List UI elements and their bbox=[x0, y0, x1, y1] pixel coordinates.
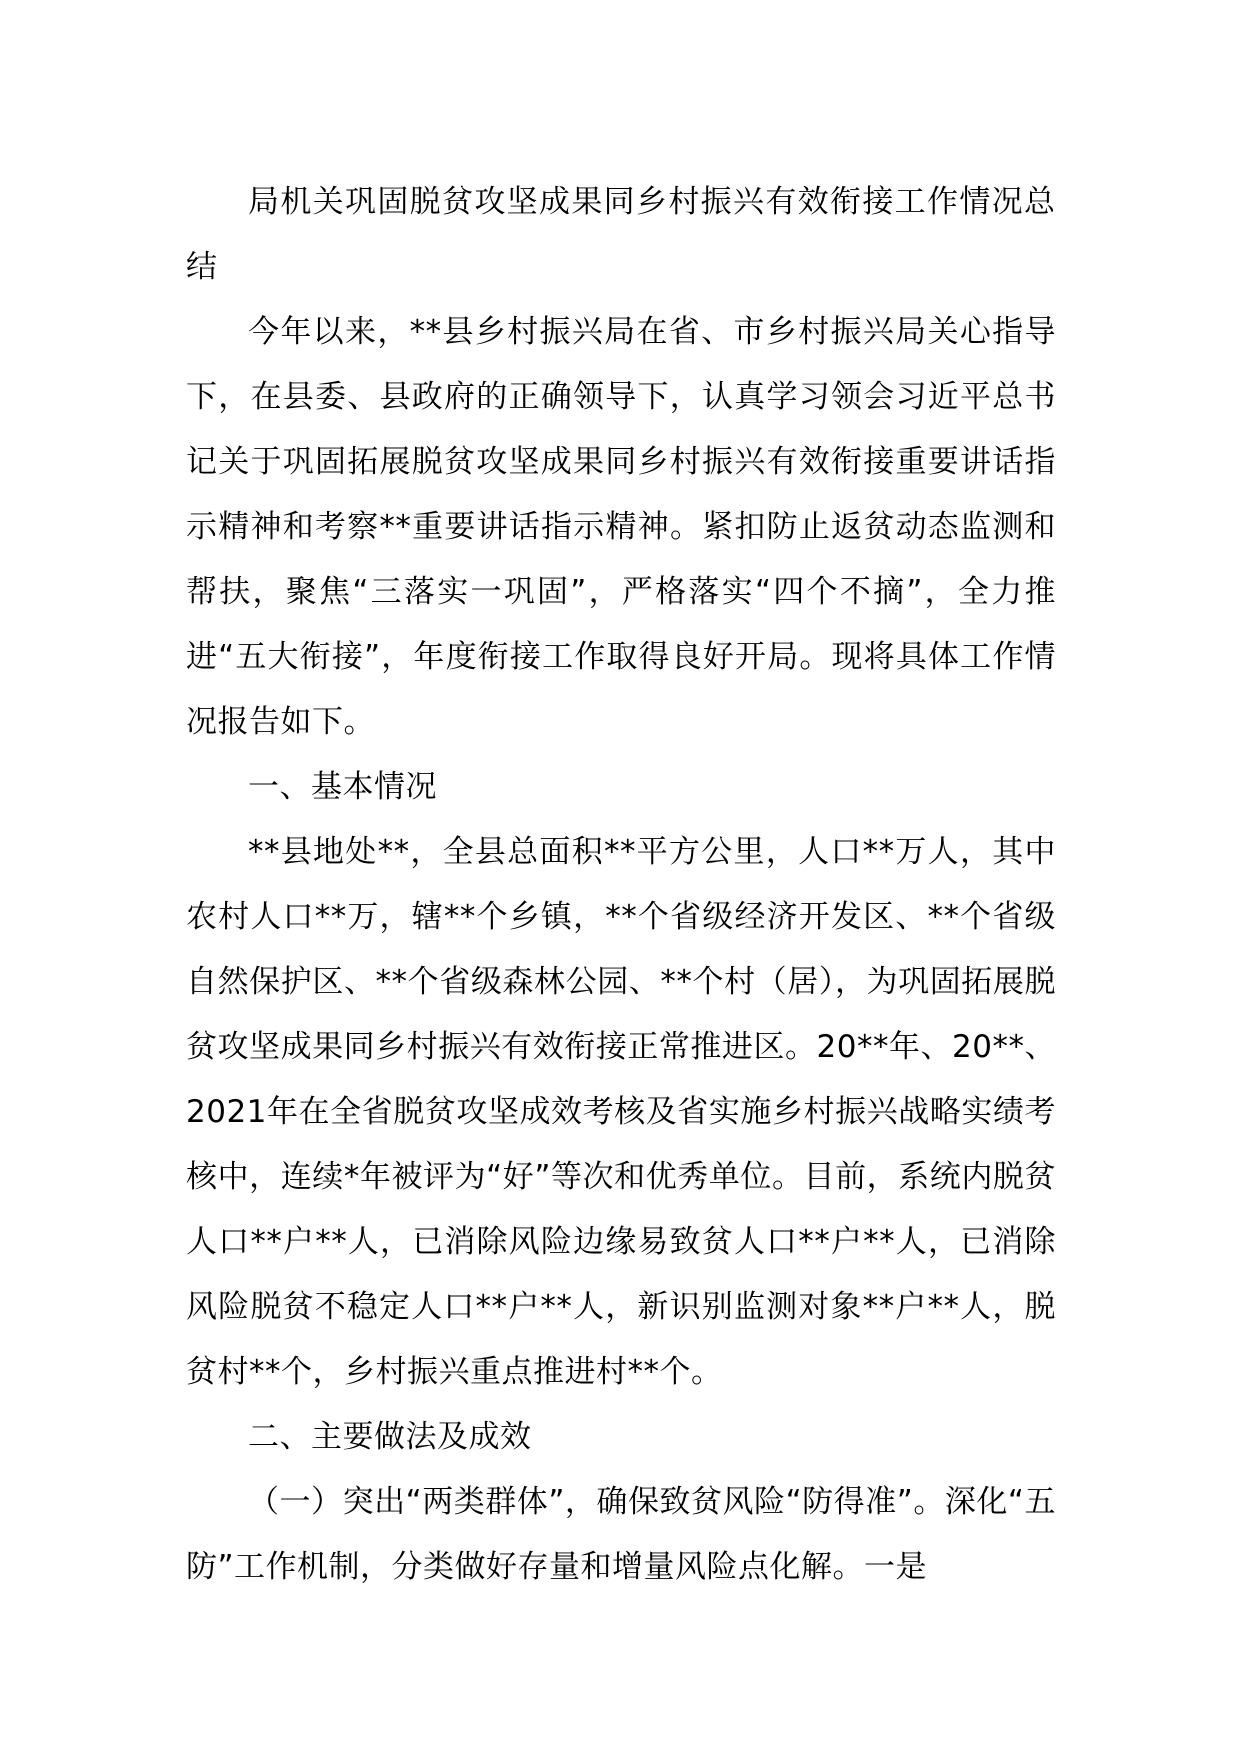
basic-situation-paragraph: **县地处**，全县总面积**平方公里，人口**万人，其中农村人口**万，辖**个乡镇，**个省级经济开发区、**个省级自然保护区、**个省级森林公园、**个村（居），为巩固拓展脱贫攻坚成果同乡村振兴有效衔接正常推进区。20**年、20**、2021年在全省脱贫攻坚成效考核及省实施乡村振兴战略实绩考核中，连续*年被评为“好”等次和优秀单位。目前，系统内脱贫人口**户**人，已消除风险边缘易致贫人口**户**人，已消除风险脱贫不稳定人口**户**人，新识别监测对象**户**人，脱贫村**个，乡村振兴重点推进村**个。 bbox=[186, 834, 1056, 1390]
document-page bbox=[186, 170, 1056, 1600]
section-heading-measures: 二、主要做法及成效 bbox=[248, 1419, 532, 1455]
document-title: 局机关巩固脱贫攻坚成果同乡村振兴有效衔接工作情况总结 bbox=[186, 184, 1056, 285]
measures-paragraph: （一）突出“两类群体”，确保致贫风险“防得准”。深化“五防”工作机制，分类做好存量和增量风险点化解。一是 bbox=[186, 1484, 1056, 1585]
intro-paragraph: 今年以来，**县乡村振兴局在省、市乡村振兴局关心指导下，在县委、县政府的正确领导下，认真学习领会习近平总书记关于巩固拓展脱贫攻坚成果同乡村振兴有效衔接重要讲话指示精神和考察**重要讲话指示精神。紧扣防止返贫动态监测和帮扶，聚焦“三落实一巩固”，严格落实“四个不摘”，全力推进“五大衔接”，年度衔接工作取得良好开局。现将具体工作情况报告如下。 bbox=[186, 314, 1056, 740]
section-heading-basic: 一、基本情况 bbox=[248, 769, 437, 805]
